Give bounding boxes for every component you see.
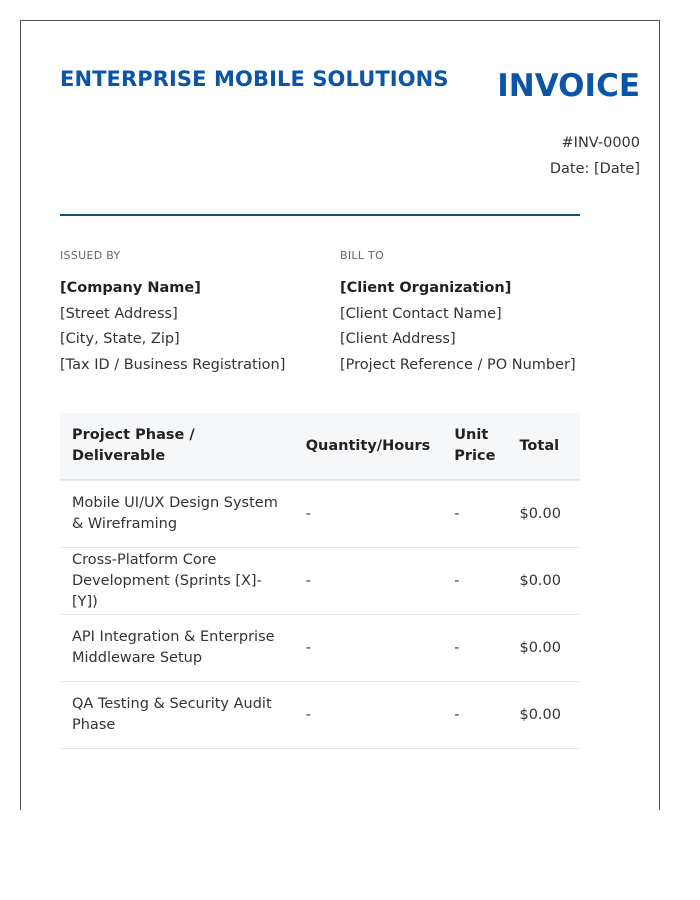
header-divider xyxy=(60,214,580,216)
issuer-name: [Company Name] xyxy=(60,280,201,296)
issued-by-block xyxy=(60,249,285,378)
row-total: $0.00 xyxy=(507,682,580,749)
table-header xyxy=(60,413,580,480)
issued-by-label: ISSUED BY xyxy=(60,249,121,262)
client-reference: [Project Reference / PO Number] xyxy=(340,356,576,373)
header-description: Project Phase / Deliverable xyxy=(60,413,292,480)
row-unit-price: - xyxy=(442,480,507,548)
invoice-title: INVOICE xyxy=(497,68,640,104)
client-name: [Client Organization] xyxy=(340,280,512,296)
bill-to-block xyxy=(340,249,576,378)
row-description: QA Testing & Security Audit Phase xyxy=(60,682,292,749)
company-name: ENTERPRISE MOBILE SOLUTIONS xyxy=(60,67,449,91)
table-body xyxy=(60,480,580,749)
invoice-meta xyxy=(550,130,640,182)
row-unit-price: - xyxy=(442,615,507,682)
invoice-number: #INV-0000 xyxy=(561,135,640,151)
row-quantity: - xyxy=(292,480,443,548)
line-items-table xyxy=(60,413,580,749)
header-total: Total xyxy=(507,413,580,480)
issuer-street: [Street Address] xyxy=(60,305,178,322)
table-row xyxy=(60,682,580,749)
header-unit-price: Unit Price xyxy=(442,413,507,480)
row-description: API Integration & Enterprise Middleware Setup xyxy=(60,615,292,682)
table-header-row xyxy=(60,413,580,480)
client-contact: [Client Contact Name] xyxy=(340,305,502,322)
table-row xyxy=(60,480,580,548)
row-total: $0.00 xyxy=(507,480,580,548)
row-description: Mobile UI/UX Design System & Wireframing xyxy=(60,480,292,548)
bill-to-label: BILL TO xyxy=(340,249,385,262)
header-quantity: Quantity/Hours xyxy=(292,413,443,480)
row-quantity: - xyxy=(292,548,443,615)
row-total: $0.00 xyxy=(507,548,580,615)
row-quantity: - xyxy=(292,682,443,749)
invoice-date: Date: [Date] xyxy=(549,161,640,177)
row-unit-price: - xyxy=(442,682,507,749)
table-row xyxy=(60,615,580,682)
client-address: [Client Address] xyxy=(340,331,456,347)
row-total: $0.00 xyxy=(507,615,580,682)
row-description: Cross-Platform Core Development (Sprints [X]-[Y]) xyxy=(60,548,292,615)
table-row xyxy=(60,548,580,615)
issuer-tax-id: [Tax ID / Business Registration] xyxy=(60,356,286,373)
issuer-city: [City, State, Zip] xyxy=(60,331,180,347)
row-unit-price: - xyxy=(442,548,507,615)
row-quantity: - xyxy=(292,615,443,682)
